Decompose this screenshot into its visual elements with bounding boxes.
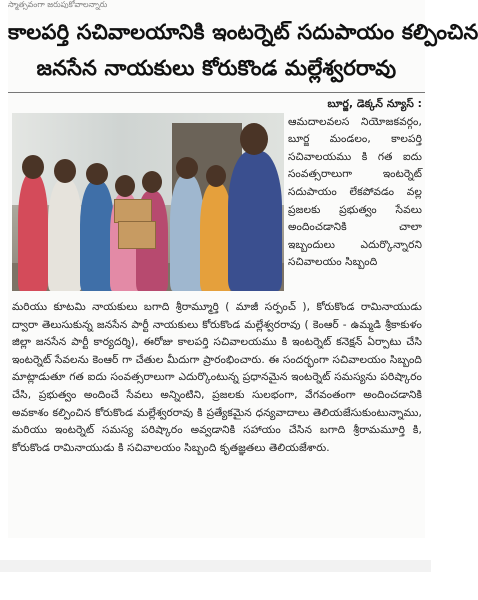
previous-article-fragment: స్మాత్సవంగా జరుపుకోవాలన్నారు: [8, 0, 108, 9]
photo-person: [48, 179, 82, 291]
photo-person: [18, 173, 48, 291]
dateline: బూర్జ, డెక్కన్ న్యూస్ :: [327, 98, 422, 110]
headline-divider: [8, 92, 425, 93]
side-column-text: ఆమదాలవలస నియోజకవర్గం, బూర్జ మండలం, కాలపర్తి సచివాలయము కి గత ఐదు సంవత్సరాలుగా ఇంటర్నెట్ సదుపాయం లేకపోవడం వల్ల ప్రజలకు ప్రభుత్వం సేవలు అందించడానికి చాలా ఇబ్బందులు ఎదుర్కొన్నారని సచివాలయం సిబ్బంది: [288, 115, 422, 269]
photo-person: [80, 181, 114, 291]
photo-person-head: [206, 165, 226, 187]
photo-person: [170, 175, 204, 291]
photo-person-head: [176, 157, 198, 179]
headline-line-1: కాలపర్తి సచివాలయానికి ఇంటర్నెట్ సదుపాయం కల్పించిన: [8, 20, 478, 44]
headline: [8, 14, 478, 86]
photo-person-head: [240, 123, 268, 155]
photo-person-head: [86, 163, 108, 185]
photo-person-head: [142, 171, 162, 193]
bottom-band: [0, 560, 431, 572]
photo-person-head: [22, 155, 44, 179]
photo-person: [228, 151, 282, 291]
article-body: మరియు కూటమి నాయకులు బగాది శ్రీరామ్మూర్తి ( మాజీ సర్పంచ్ ), కోరుకొండ రామినాయుడు ద్వారా తెలుసుకున్న జనసేన పార్టీ నాయకులు కోరుకొండ మల్లేశ్వరరావు ( కెంఆర్ - ఉమ్మడి శ్రీకాకుళం జిల్లా జనసేన పార్టీ కార్యదర్శి), ఈరోజు కాలపర్తి సచివాలయము కి ఇంటర్నెట్ కనెక్షన్ ఏర్పాటు చేసి ఇంటర్నెట్ సేవలను కెంఆర్ గా చేతుల మీదుగా ప్రారంభించారు. ఈ సందర్భంగా సచివాలయం సిబ్బంది మాట్లాడుతూ గత ఐదు సంవత్సరాలుగా ఎదుర్కొంటున్న ప్రధానమైన ఇంటర్నెట్ సమస్యను పరిష్కారం చేసి, ప్రభుత్వం అందించే సేవలు అన్నింటిని, ప్రజలకు సులభంగా, వేగవంతంగా అందించడానికి అవకాశం కల్పించిన కోరుకొండ మల్లేశ్వరరావు కి ప్రత్యేకమైన ధన్యవాదాలు తెలియజేసుకుంటున్నాము, మరియు ఇంటర్నెట్ సమస్య పరిష్కారం అవ్వడానికి సహాయం చేసిన బగాది శ్రీరామమూర్తి కి, కోరుకొండ రామినాయుడు కి సచివాలయం సిబ్బంది కృతజ్ఞతలు తెలియజేశారు.: [12, 301, 422, 454]
headline-line-2: జనసేన నాయకులు కోరుకొండ మల్లేశ్వరరావు: [36, 56, 397, 80]
photo-person-head: [54, 159, 76, 183]
news-photo: [12, 113, 284, 291]
newspaper-clipping: [8, 0, 478, 538]
article-side-column: [288, 96, 422, 298]
photo-carton-box: [114, 199, 152, 223]
photo-carton-box: [118, 221, 156, 249]
photo-person-head: [115, 175, 135, 197]
